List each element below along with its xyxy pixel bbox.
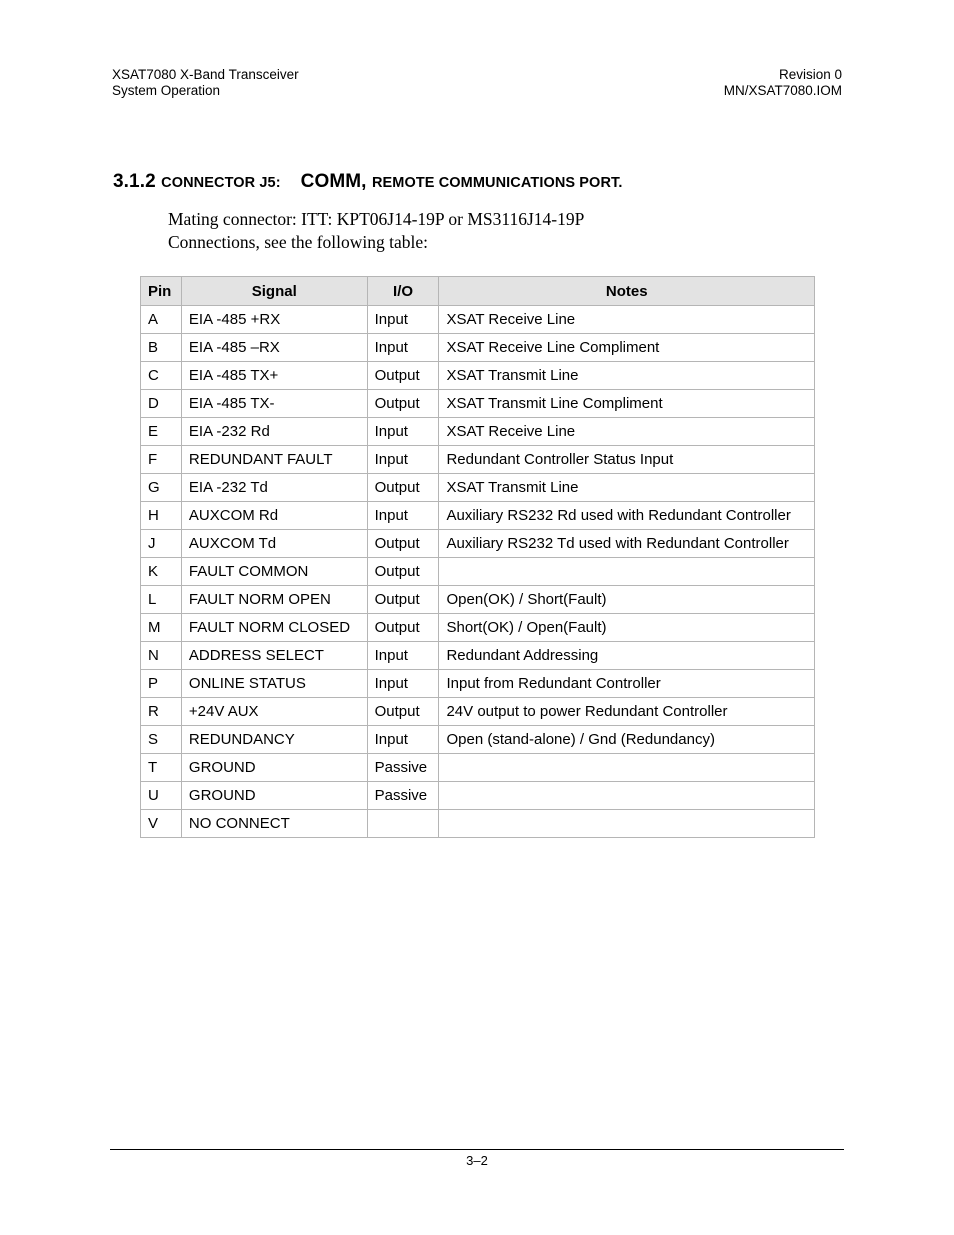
table-body xyxy=(141,306,815,838)
table-row xyxy=(141,754,815,782)
cell-io: Input xyxy=(367,726,439,754)
cell-signal: EIA -485 TX- xyxy=(181,390,367,418)
section-heading xyxy=(113,171,623,193)
table-row xyxy=(141,474,815,502)
cell-io: Input xyxy=(367,642,439,670)
cell-signal: FAULT NORM OPEN xyxy=(181,586,367,614)
document-title: XSAT7080 X-Band Transceiver xyxy=(112,67,299,82)
cell-signal: REDUNDANT FAULT xyxy=(181,446,367,474)
cell-signal: NO CONNECT xyxy=(181,810,367,838)
cell-pin: E xyxy=(141,418,182,446)
cell-signal: GROUND xyxy=(181,782,367,810)
cell-signal: REDUNDANCY xyxy=(181,726,367,754)
cell-pin: B xyxy=(141,334,182,362)
cell-io: Input xyxy=(367,418,439,446)
cell-signal: +24V AUX xyxy=(181,698,367,726)
table-row xyxy=(141,614,815,642)
cell-pin: G xyxy=(141,474,182,502)
cell-io: Output xyxy=(367,698,439,726)
page-number: 3–2 xyxy=(466,1153,488,1168)
cell-signal: FAULT COMMON xyxy=(181,558,367,586)
cell-notes xyxy=(439,754,815,782)
section-title-part2: COMM, xyxy=(300,171,367,192)
cell-io: Output xyxy=(367,474,439,502)
intro-paragraph xyxy=(168,208,584,254)
table-row xyxy=(141,698,815,726)
table-row xyxy=(141,810,815,838)
table-row xyxy=(141,530,815,558)
cell-io: Input xyxy=(367,670,439,698)
cell-pin: C xyxy=(141,362,182,390)
header-io: I/O xyxy=(367,277,439,306)
mating-connector-text: Mating connector: ITT: KPT06J14-19P or MS3116J14-19P xyxy=(168,209,585,229)
table-row xyxy=(141,502,815,530)
cell-signal: EIA -232 Td xyxy=(181,474,367,502)
table-row xyxy=(141,362,815,390)
cell-pin: U xyxy=(141,782,182,810)
cell-notes: Open (stand-alone) / Gnd (Redundancy) xyxy=(439,726,815,754)
section-title-part1: CONNECTOR J5: xyxy=(161,175,281,191)
table-row xyxy=(141,334,815,362)
cell-pin: L xyxy=(141,586,182,614)
cell-notes: Auxiliary RS232 Td used with Redundant Controller xyxy=(439,530,815,558)
cell-signal: EIA -485 TX+ xyxy=(181,362,367,390)
table-header-row xyxy=(141,277,815,306)
cell-pin: P xyxy=(141,670,182,698)
page-header-right xyxy=(724,67,842,99)
table-row xyxy=(141,726,815,754)
header-notes: Notes xyxy=(439,277,815,306)
cell-io: Passive xyxy=(367,782,439,810)
cell-pin: A xyxy=(141,306,182,334)
cell-io: Output xyxy=(367,362,439,390)
cell-signal: AUXCOM Td xyxy=(181,530,367,558)
section-title-part3: REMOTE COMMUNICATIONS PORT. xyxy=(371,175,623,191)
cell-io: Input xyxy=(367,334,439,362)
cell-pin: R xyxy=(141,698,182,726)
cell-notes: Open(OK) / Short(Fault) xyxy=(439,586,815,614)
cell-pin: M xyxy=(141,614,182,642)
cell-notes: XSAT Transmit Line xyxy=(439,362,815,390)
cell-io: Passive xyxy=(367,754,439,782)
page-header-left xyxy=(112,67,299,99)
table-row xyxy=(141,446,815,474)
cell-pin: J xyxy=(141,530,182,558)
cell-notes xyxy=(439,782,815,810)
cell-io: Output xyxy=(367,390,439,418)
cell-signal: EIA -232 Rd xyxy=(181,418,367,446)
cell-io: Output xyxy=(367,614,439,642)
cell-signal: EIA -485 –RX xyxy=(181,334,367,362)
cell-notes: 24V output to power Redundant Controller xyxy=(439,698,815,726)
table-row xyxy=(141,390,815,418)
cell-notes: XSAT Receive Line xyxy=(439,418,815,446)
cell-signal: FAULT NORM CLOSED xyxy=(181,614,367,642)
table-row xyxy=(141,642,815,670)
cell-io: Output xyxy=(367,530,439,558)
cell-notes: XSAT Transmit Line Compliment xyxy=(439,390,815,418)
cell-signal: ADDRESS SELECT xyxy=(181,642,367,670)
cell-notes: Short(OK) / Open(Fault) xyxy=(439,614,815,642)
cell-notes xyxy=(439,558,815,586)
header-pin: Pin xyxy=(141,277,182,306)
section-number: 3.1.2 xyxy=(113,171,156,192)
cell-notes: Auxiliary RS232 Rd used with Redundant Controller xyxy=(439,502,815,530)
cell-notes: Redundant Controller Status Input xyxy=(439,446,815,474)
cell-notes: XSAT Receive Line xyxy=(439,306,815,334)
cell-notes: Redundant Addressing xyxy=(439,642,815,670)
table-row xyxy=(141,670,815,698)
footer-divider xyxy=(110,1149,844,1150)
cell-signal: EIA -485 +RX xyxy=(181,306,367,334)
table-row xyxy=(141,586,815,614)
table-row xyxy=(141,306,815,334)
chapter-title: System Operation xyxy=(112,83,221,98)
cell-pin: D xyxy=(141,390,182,418)
pinout-table xyxy=(140,276,815,838)
header-signal: Signal xyxy=(181,277,367,306)
cell-notes: XSAT Receive Line Compliment xyxy=(439,334,815,362)
cell-signal: GROUND xyxy=(181,754,367,782)
cell-io: Output xyxy=(367,586,439,614)
connections-text: Connections, see the following table: xyxy=(168,232,429,252)
cell-pin: F xyxy=(141,446,182,474)
cell-io: Input xyxy=(367,446,439,474)
cell-io xyxy=(367,810,439,838)
cell-io: Input xyxy=(367,502,439,530)
cell-notes xyxy=(439,810,815,838)
table-row xyxy=(141,558,815,586)
cell-pin: N xyxy=(141,642,182,670)
cell-pin: T xyxy=(141,754,182,782)
revision-label: Revision 0 xyxy=(778,67,842,82)
cell-signal: AUXCOM Rd xyxy=(181,502,367,530)
table-row xyxy=(141,782,815,810)
cell-pin: K xyxy=(141,558,182,586)
cell-pin: V xyxy=(141,810,182,838)
cell-io: Output xyxy=(367,558,439,586)
cell-signal: ONLINE STATUS xyxy=(181,670,367,698)
table-row xyxy=(141,418,815,446)
cell-io: Input xyxy=(367,306,439,334)
cell-pin: H xyxy=(141,502,182,530)
cell-notes: Input from Redundant Controller xyxy=(439,670,815,698)
cell-pin: S xyxy=(141,726,182,754)
cell-notes: XSAT Transmit Line xyxy=(439,474,815,502)
document-number: MN/XSAT7080.IOM xyxy=(723,83,842,98)
